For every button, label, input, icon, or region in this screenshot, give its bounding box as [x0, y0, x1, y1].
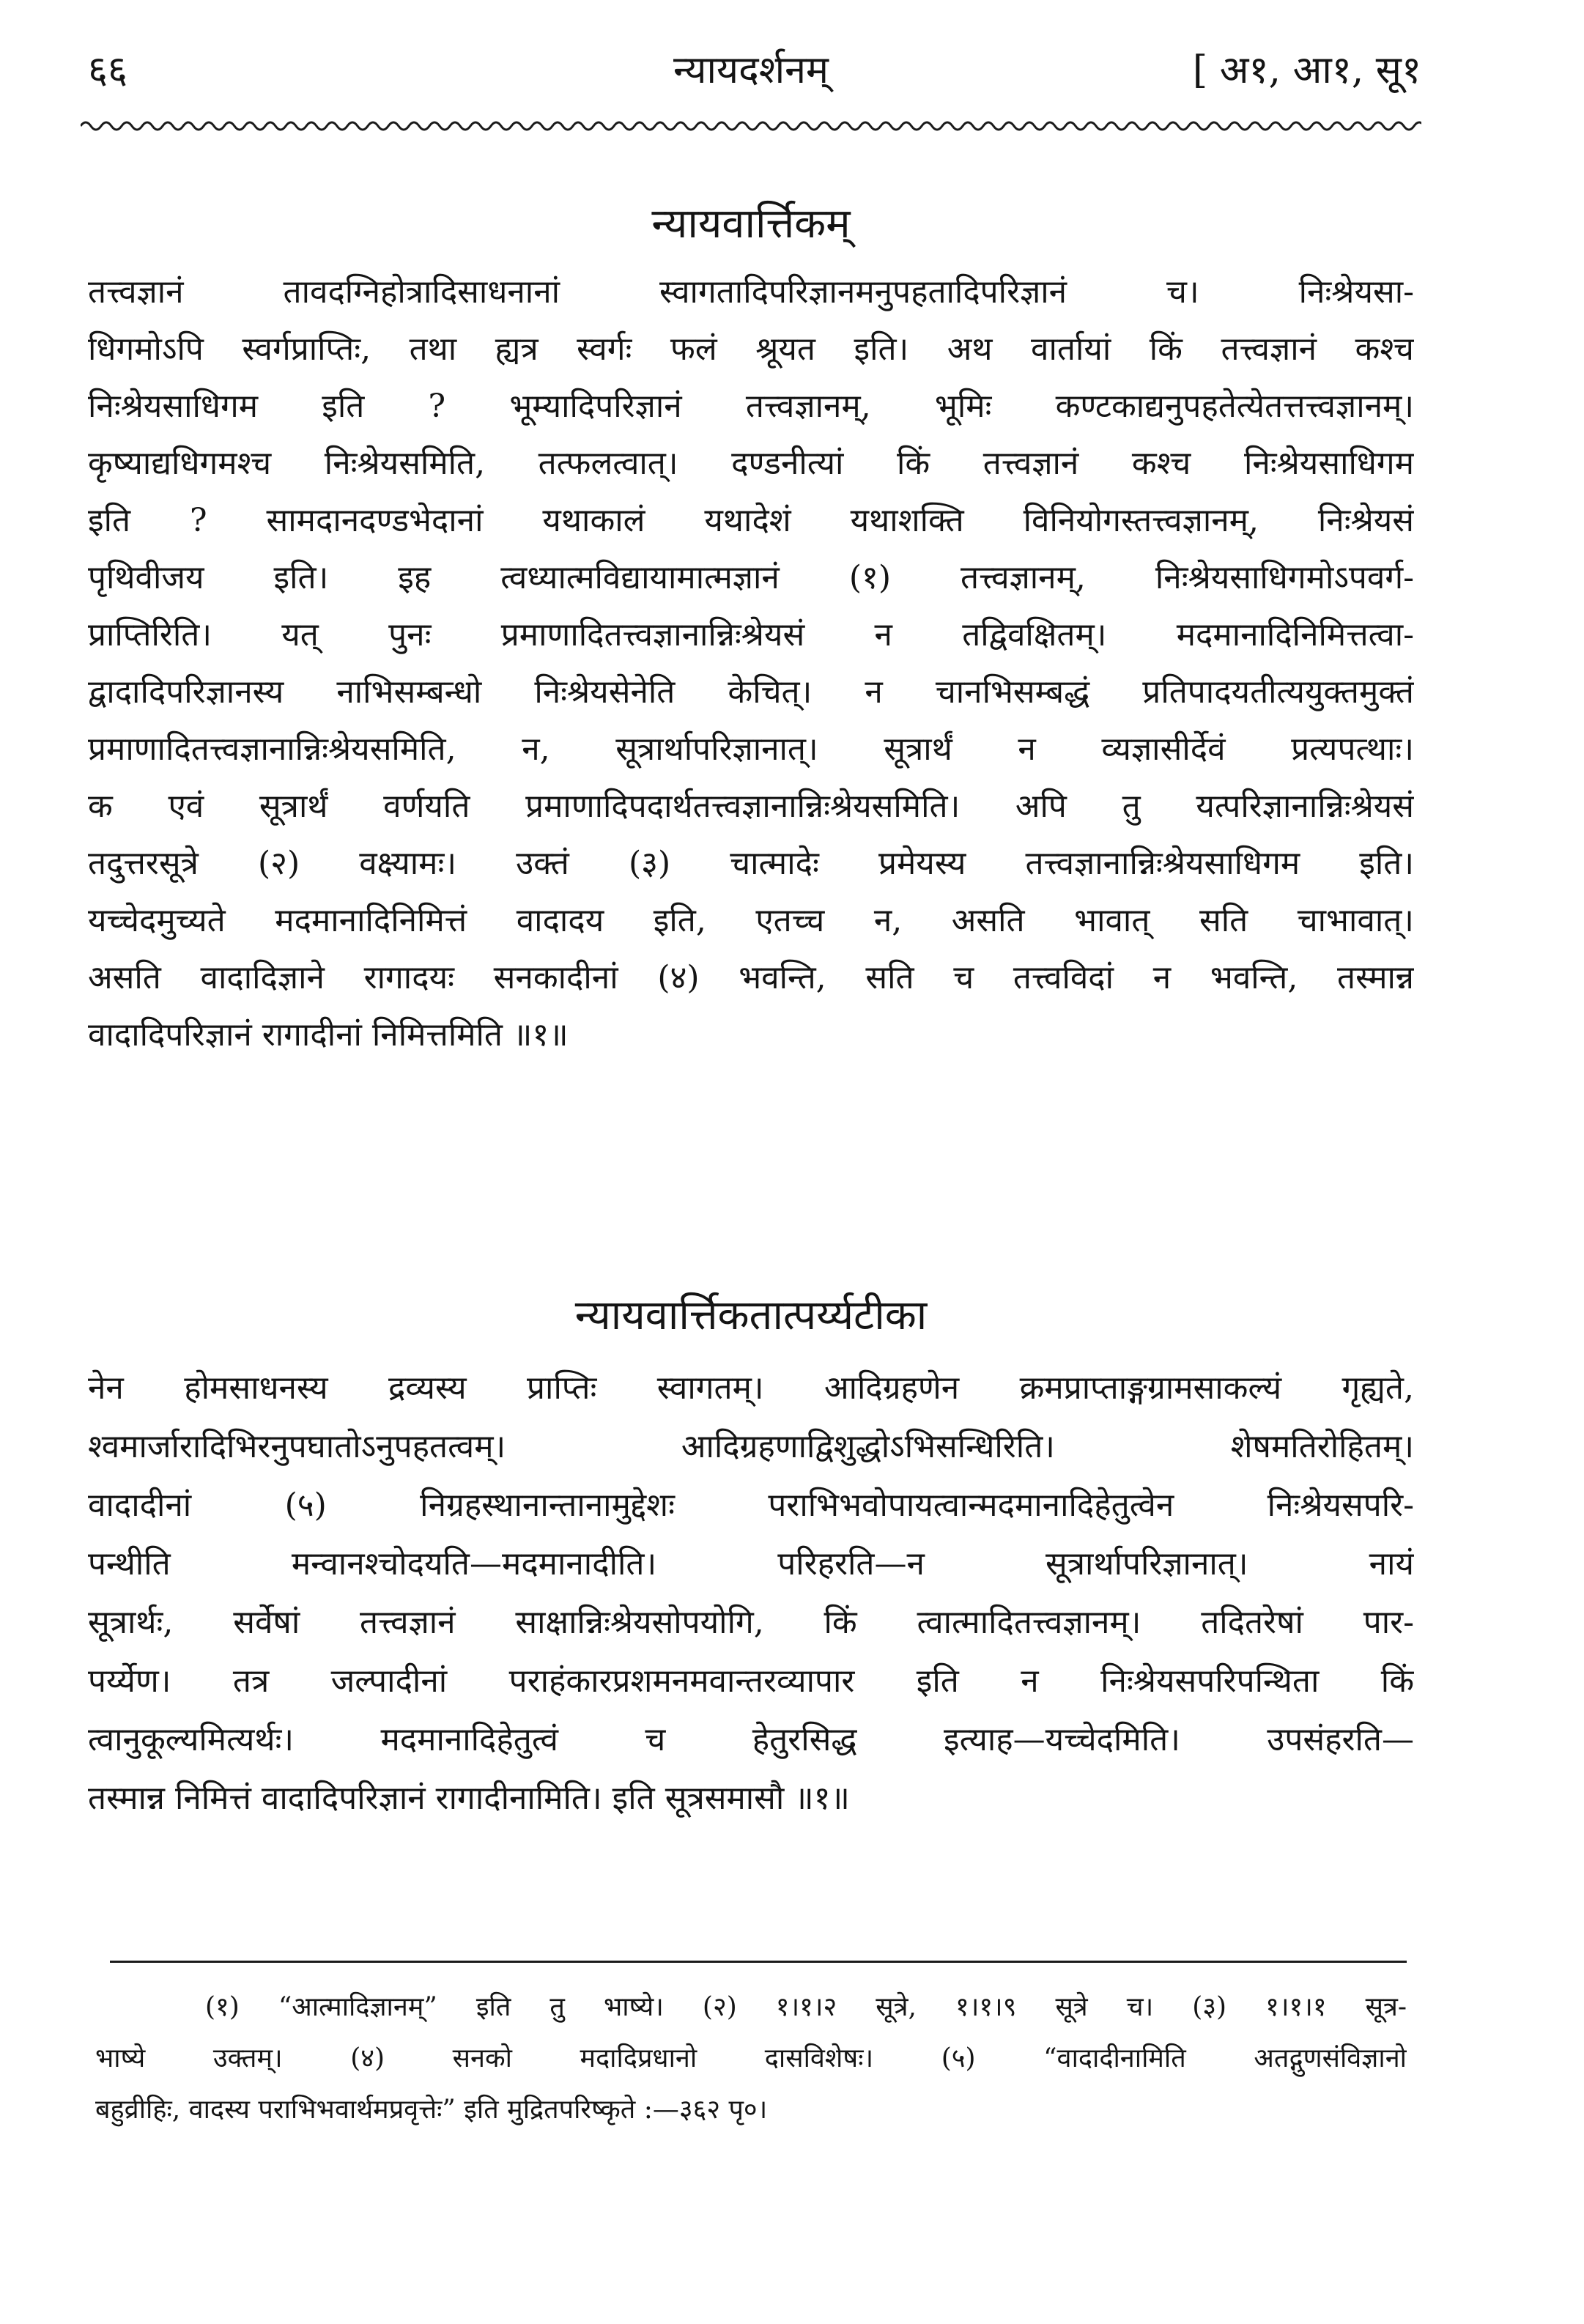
wavy-header-rule: [81, 117, 1421, 135]
text-line: वादादीनां (५) निग्रहस्थानान्तानामुद्देशः पराभिभवोपायत्वान्मदमानादिहेतुत्वेन निःश्रेयसपरि-: [88, 1487, 1414, 1524]
section-heading-tatparyatika: न्यायवार्त्तिकतात्पर्य्यटीका: [574, 1292, 928, 1339]
text-line: क एवं सूत्रार्थं वर्णयति प्रमाणादिपदार्थतत्त्वज्ञानान्निःश्रेयसमिति। अपि तु यत्परिज्ञानान्निःश्रेयसं: [88, 788, 1414, 825]
section-heading-nyayavarttikam: न्यायवार्त्तिकम्: [651, 200, 851, 248]
text-line: प्रमाणादितत्त्वज्ञानान्निःश्रेयसमिति, न, सूत्रार्थापरिज्ञानात्। सूत्रार्थं न व्यज्ञासीर्देवं प्रत्यपत्थाः।: [88, 730, 1414, 768]
nyayavarttika-text: [88, 264, 1414, 1064]
text-line: तदुत्तरसूत्रे (२) वक्ष्यामः। उक्तं (३) चात्मादेः प्रमेयस्य तत्त्वज्ञानान्निःश्रेयसाधिगम इति।: [88, 845, 1414, 882]
text-line: द्वादादिपरिज्ञानस्य नाभिसम्बन्धो निःश्रेयसेनेति केचित्। न चानभिसम्बद्धं प्रतिपादयतीत्ययुक्तमुक्तं: [88, 673, 1414, 711]
text-line: नेन होमसाधनस्य द्रव्यस्य प्राप्तिः स्वागतम्। आदिग्रहणेन क्रमप्राप्ताङ्गग्रामसाकल्यं गृह्यते,: [88, 1369, 1414, 1407]
tatparyatika-text: [88, 1359, 1414, 1828]
text-line: प्राप्तिरिति। यत् पुनः प्रमाणादितत्त्वज्ञानान्निःश्रेयसं न तद्विवक्षितम्। मदमानादिनिमित्तत्वा-: [88, 616, 1414, 654]
text-line: सूत्रार्थः, सर्वेषां तत्त्वज्ञानं साक्षान्निःश्रेयसोपयोगि, किं त्वात्मादितत्त्वज्ञानम्। तदितरेषां पार-: [88, 1604, 1414, 1641]
text-line: तस्मान्न निमित्तं वादादिपरिज्ञानं रागादीनामिति। इति सूत्रसमासौ ॥१॥: [88, 1780, 850, 1817]
text-line: धिगमोऽपि स्वर्गप्राप्तिः, तथा ह्यत्र स्वर्गः फलं श्रूयत इति। अथ वार्तायां किं तत्त्वज्ञानं कश्च: [88, 330, 1414, 368]
footnote-line: बहुव्रीहिः, वादस्य पराभिभवार्थमप्रवृत्तेः” इति मुद्रितपरिष्कृते :—३६२ पृ०।: [95, 2095, 768, 2125]
running-header: [81, 37, 1421, 103]
text-line: तत्त्वज्ञानं तावदग्निहोत्रादिसाधनानां स्वागतादिपरिज्ञानमनुपहतादिपरिज्ञानं च। निःश्रेयसा-: [88, 273, 1414, 311]
section-reference: [ अ१, आ१, सू१: [1192, 48, 1421, 92]
text-line: यच्चेदमुच्यते मदमानादिनिमित्तं वादादय इति, एतच्च न, असति भावात् सति चाभावात्।: [88, 902, 1414, 939]
text-line: पन्थीति मन्वानश्चोदयति—मदमानादीति। परिहरति—न सूत्रार्थापरिज्ञानात्। नायं: [88, 1545, 1414, 1583]
footnote-divider: [110, 1961, 1407, 1963]
page-number: ६६: [88, 48, 128, 92]
text-line: असति वादादिज्ञाने रागादयः सनकादीनां (४) भवन्ति, सति च तत्त्वविदां न भवन्ति, तस्मान्न: [88, 959, 1414, 996]
footnotes: [95, 1982, 1407, 2136]
text-line: इति ? सामदानदण्डभेदानां यथाकालं यथादेशं यथाशक्ति विनियोगस्तत्त्वज्ञानम्, निःश्रेयसं: [88, 502, 1414, 539]
text-line: पृथिवीजय इति। इह त्वध्यात्मविद्यायामात्मज्ञानं (१) तत्त्वज्ञानम्, निःश्रेयसाधिगमोऽपवर्ग-: [88, 559, 1414, 596]
text-line: कृष्याद्यधिगमश्च निःश्रेयसमिति, तत्फलत्वात्। दण्डनीत्यां किं तत्त्वज्ञानं कश्च निःश्रेयसाधिगम: [88, 445, 1414, 482]
text-line: वादादिपरिज्ञानं रागादीनां निमित्तमिति ॥१॥: [88, 1016, 569, 1054]
footnote-line: (१) “आत्मादिज्ञानम्” इति तु भाष्ये। (२) १।१।२ सूत्रे, १।१।९ सूत्रे च। (३) १।१।१ सूत्र-: [205, 1992, 1407, 2022]
text-line: पर्य्येण। तत्र जल्पादीनां पराहंकारप्रशमनमवान्तरव्यापार इति न निःश्रेयसपरिपन्थिता किं: [88, 1662, 1414, 1700]
text-line: श्वमार्जारादिभिरनुपघातोऽनुपहतत्वम्। आदिग्रहणाद्विशुद्धोऽभिसन्धिरिति। शेषमतिरोहितम्।: [88, 1428, 1414, 1465]
footnote-line: भाष्ये उक्तम्। (४) सनको मदादिप्रधानो दासविशेषः। (५) “वादादीनामिति अतद्गुणसंविज्ञानो: [95, 2043, 1407, 2073]
text-line: निःश्रेयसाधिगम इति ? भूम्यादिपरिज्ञानं तत्त्वज्ञानम्, भूमिः कण्टकाद्यनुपहतेत्येतत्तत्त्वज्ञानम्।: [88, 388, 1414, 425]
running-title: न्यायदर्शनम्: [673, 48, 829, 92]
text-line: त्वानुकूल्यमित्यर्थः। मदमानादिहेतुत्वं च हेतुरसिद्ध इत्याह—यच्चेदमिति। उपसंहरति—: [88, 1721, 1414, 1758]
